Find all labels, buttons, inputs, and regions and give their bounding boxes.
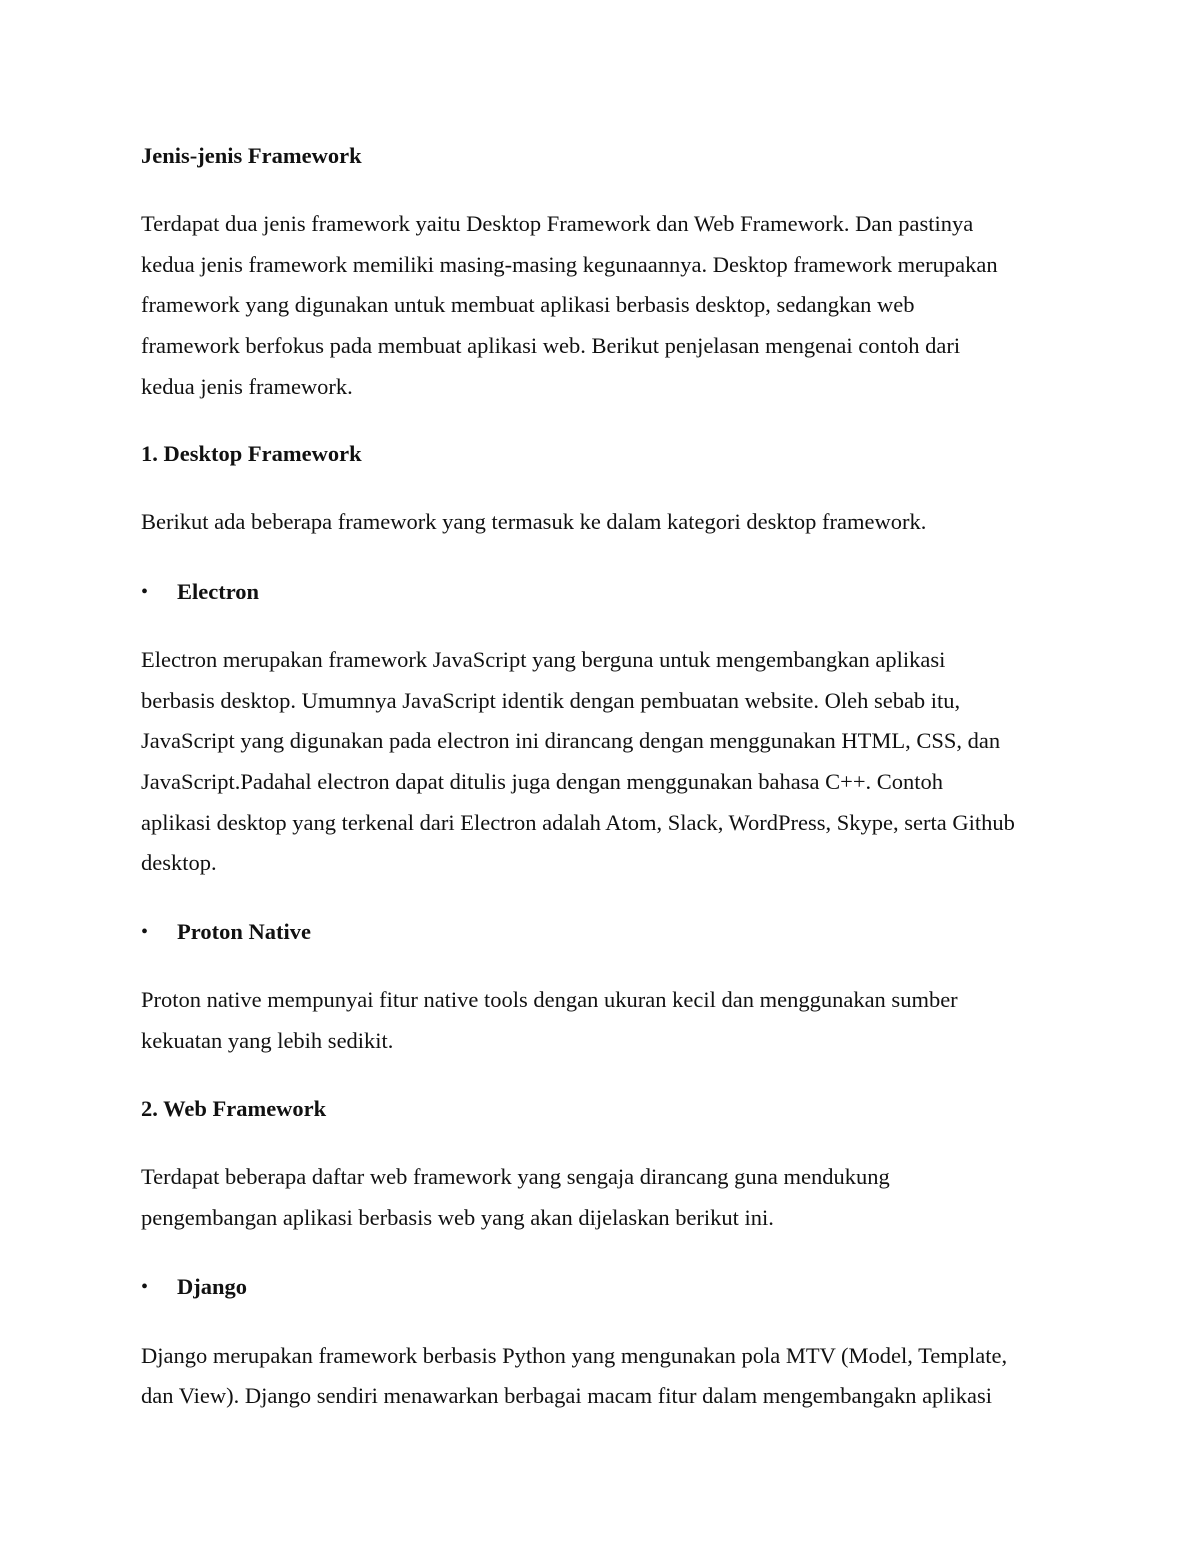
bullet-icon: • (141, 581, 149, 603)
intro-line: framework yang digunakan untuk membuat aplikasi berbasis desktop, sedangkan web (141, 292, 915, 317)
list-item-proton-native: Proton Native (177, 919, 311, 944)
electron-line: JavaScript yang digunakan pada electron ini dirancang dengan menggunakan HTML, CSS, dan (141, 728, 1001, 753)
section-heading-web: 2. Web Framework (141, 1096, 327, 1121)
electron-line: Electron merupakan framework JavaScript yang berguna untuk mengembangkan aplikasi (141, 647, 946, 672)
section-intro-web: pengembangan aplikasi berbasis web yang akan dijelaskan berikut ini. (141, 1205, 774, 1230)
bullet-icon: • (141, 921, 149, 943)
page-title: Jenis-jenis Framework (141, 143, 362, 168)
django-line: Django merupakan framework berbasis Python yang mengunakan pola MTV (Model, Template, (141, 1343, 1008, 1368)
intro-line: Terdapat dua jenis framework yaitu Desktop Framework dan Web Framework. Dan pastinya (141, 211, 974, 236)
bullet-icon: • (141, 1276, 149, 1298)
proton-line: kekuatan yang lebih sedikit. (141, 1028, 394, 1053)
section-intro-web: Terdapat beberapa daftar web framework yang sengaja dirancang guna mendukung (141, 1164, 890, 1189)
electron-line: berbasis desktop. Umumnya JavaScript identik dengan pembuatan website. Oleh sebab itu, (141, 688, 961, 713)
intro-line: kedua jenis framework memiliki masing-masing kegunaannya. Desktop framework merupakan (141, 252, 998, 277)
proton-line: Proton native mempunyai fitur native tools dengan ukuran kecil dan menggunakan sumber (141, 987, 958, 1012)
section-heading-desktop: 1. Desktop Framework (141, 441, 362, 466)
intro-line: kedua jenis framework. (141, 374, 353, 399)
list-item-django: Django (177, 1274, 248, 1299)
electron-line: JavaScript.Padahal electron dapat ditulis juga dengan menggunakan bahasa C++. Contoh (141, 769, 944, 794)
electron-line: aplikasi desktop yang terkenal dari Electron adalah Atom, Slack, WordPress, Skype, serta Github (141, 810, 1015, 835)
section-intro-desktop: Berikut ada beberapa framework yang termasuk ke dalam kategori desktop framework. (141, 509, 927, 534)
intro-line: framework berfokus pada membuat aplikasi web. Berikut penjelasan mengenai contoh dari (141, 333, 961, 358)
list-item-electron: Electron (177, 579, 260, 604)
django-line: dan View). Django sendiri menawarkan berbagai macam fitur dalam mengembangakn aplikasi (141, 1383, 993, 1408)
electron-line: desktop. (141, 850, 217, 875)
